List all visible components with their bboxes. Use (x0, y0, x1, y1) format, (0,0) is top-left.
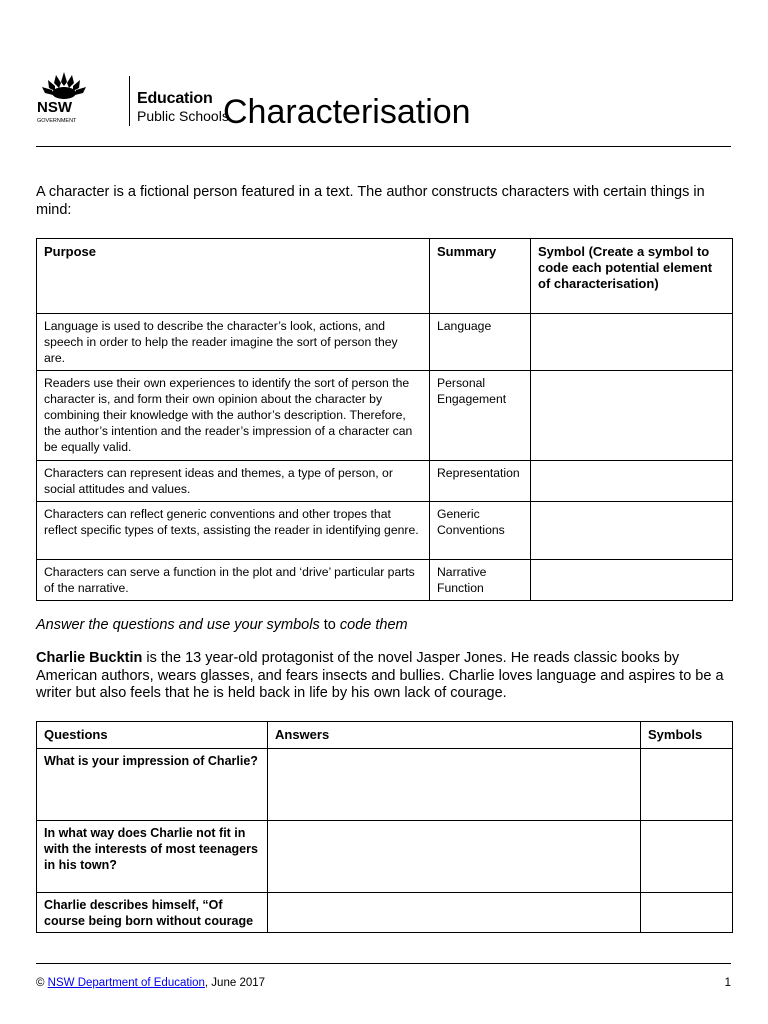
logo-divider (129, 76, 130, 126)
svg-text:GOVERNMENT: GOVERNMENT (37, 118, 77, 124)
footer-rule (36, 963, 731, 964)
purpose-cell: Language is used to describe the character’s look, actions, and speech in order to help the reader imagine the sort of person they are. (37, 314, 430, 371)
header-purpose: Purpose (37, 239, 430, 314)
table-row (37, 502, 733, 560)
questions-table (36, 721, 733, 933)
table-header-row (37, 722, 733, 749)
nsw-department-link[interactable]: NSW Department of Education (47, 977, 205, 989)
table-row (37, 314, 733, 371)
page-title: Characterisation (223, 93, 471, 131)
symbol-cell[interactable] (641, 821, 733, 893)
summary-cell: Representation (430, 461, 531, 502)
character-description: is the 13 year-old protagonist of the novel Jasper Jones. He reads classic books by American authors, wears glasses, and fears insects and bullies. Charlie loves language and aspires to be a writer but also feels that he is held back in life by his own lack of courage. (36, 650, 724, 701)
instruction-line (36, 616, 408, 634)
table-row (37, 893, 733, 933)
waratah-logo-icon (36, 70, 92, 128)
header-summary: Summary (430, 239, 531, 314)
character-name: Charlie Bucktin (36, 650, 143, 666)
symbol-cell[interactable] (531, 560, 733, 601)
character-paragraph (36, 650, 732, 703)
answer-cell[interactable] (268, 749, 641, 821)
summary-cell: Narrative Function (430, 560, 531, 601)
footer (36, 976, 265, 990)
table-row (37, 371, 733, 461)
purpose-cell: Readers use their own experiences to identify the sort of person the character is, and form their own opinion about the character by combining their knowledge with the author’s description. Therefore, the author’s intention and the reader’s impression of a character can be equally valid. (37, 371, 430, 461)
instruction-part2: to (319, 617, 340, 633)
purpose-cell: Characters can reflect generic conventions and other tropes that reflect specific types of texts, assisting the reader in identifying genre. (37, 502, 430, 560)
answer-cell[interactable] (268, 821, 641, 893)
table-header-row (37, 239, 733, 314)
header-answers: Answers (268, 722, 641, 749)
purpose-cell: Characters can represent ideas and themes, a type of person, or social attitudes and values. (37, 461, 430, 502)
symbol-cell[interactable] (641, 893, 733, 933)
table-row (37, 749, 733, 821)
header-symbols: Symbols (641, 722, 733, 749)
question-cell: In what way does Charlie not fit in with the interests of most teenagers in his town? (37, 821, 268, 893)
document-header (36, 70, 731, 146)
question-cell: Charlie describes himself, “Of course being born without courage (37, 893, 268, 933)
summary-cell: Language (430, 314, 531, 371)
symbol-cell[interactable] (531, 461, 733, 502)
footer-date: , June 2017 (204, 977, 266, 989)
summary-cell: Personal Engagement (430, 371, 531, 461)
symbol-cell[interactable] (531, 314, 733, 371)
header-symbol: Symbol (Create a symbol to code each potential element of characterisation) (531, 239, 733, 314)
summary-cell: Generic Conventions (430, 502, 531, 560)
instruction-part1: Answer the questions and use your symbols (36, 617, 320, 633)
symbol-cell[interactable] (531, 502, 733, 560)
symbol-cell[interactable] (641, 749, 733, 821)
purpose-cell: Characters can serve a function in the plot and ‘drive’ particular parts of the narrative. (37, 560, 430, 601)
answer-cell[interactable] (268, 893, 641, 933)
svg-text:NSW: NSW (37, 99, 72, 116)
question-cell: What is your impression of Charlie? (37, 749, 268, 821)
logo-public-schools-text: Public Schools (137, 108, 229, 124)
intro-text: A character is a fictional person featured in a text. The author constructs characters with certain things in mind: (36, 184, 705, 218)
characterisation-table (36, 238, 733, 601)
table-row (37, 821, 733, 893)
logo-education-text: Education (137, 90, 213, 107)
symbol-cell[interactable] (531, 371, 733, 461)
header-rule (36, 146, 731, 147)
page-number: 1 (724, 977, 731, 989)
copyright-symbol: © (36, 977, 48, 989)
table-row (37, 560, 733, 601)
table-row (37, 461, 733, 502)
header-questions: Questions (37, 722, 268, 749)
instruction-part3: code them (339, 617, 408, 633)
